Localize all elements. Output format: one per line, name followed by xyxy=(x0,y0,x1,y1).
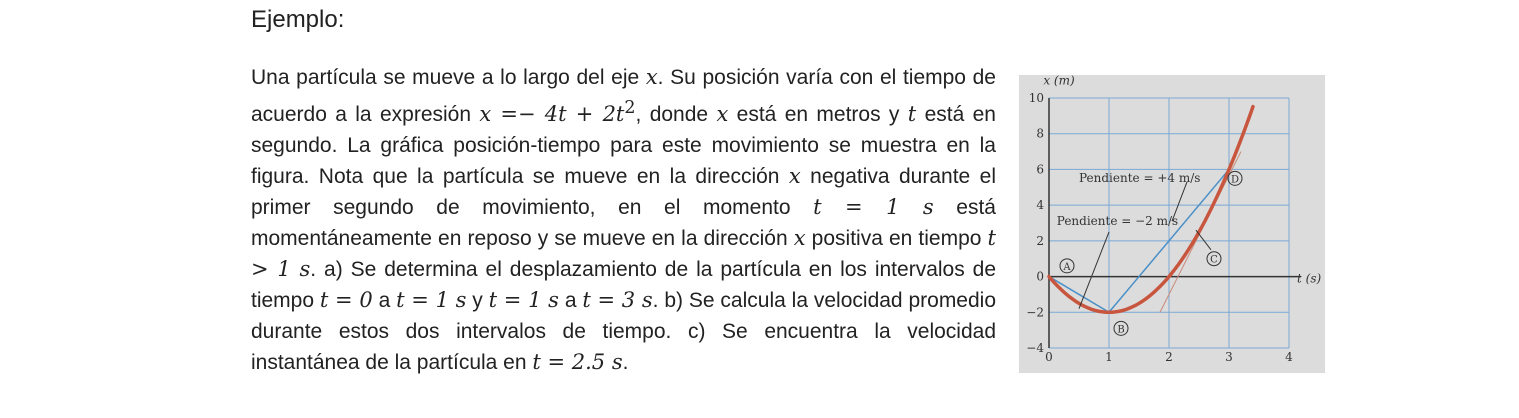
y-tick-label: −4 xyxy=(1026,341,1044,355)
x-tick-label: 4 xyxy=(1285,350,1293,364)
leader-line-c xyxy=(1196,230,1211,250)
x-tick-label: 3 xyxy=(1225,350,1233,364)
x-tick-label: 2 xyxy=(1165,350,1173,364)
section-heading: Ejemplo: xyxy=(251,6,345,33)
position-curve xyxy=(1049,107,1253,313)
x-tick-label: 0 xyxy=(1045,350,1053,364)
slope-positive-label: Pendiente = +4 m/s xyxy=(1079,170,1201,185)
point-d-marker xyxy=(1228,171,1242,185)
y-tick-label: 4 xyxy=(1036,198,1044,213)
y-axis-label: x (m) xyxy=(1043,75,1075,88)
position-expression: x =− 4t + 2t xyxy=(479,102,625,126)
point-b-marker xyxy=(1114,321,1128,335)
x-tick-label: 1 xyxy=(1105,350,1113,364)
problem-paragraph: Una partícula se mueve a lo largo del eje x. Su posición varía con el tiempo de acuerdo a la expresión $x =- 4t + 2t^2$, donde x está en metros y t está en segundo. La gráfica posición-tiempo para este movimiento se muestra en la figura. Nota que la partícula se mueve en la dirección x negativa durante el primer segundo de movimiento, en el momento t = 1 s está momentáneamente en reposo y se mueve en la dirección x positiva en tiempo t > 1 s. a) Se determina el desplazamiento de la partícula en los intervalos de tiempo t = 0 a t = 1 s y t = 1 s a t = 3 s. b) Se calcula la velocidad promedio durante estos dos intervalos de tiempo. c) Se encuentra la velocidad instantánea de la partícula en t = 2.5 s. xyxy=(251,65,997,374)
y-tick-label: −2 xyxy=(1026,305,1044,320)
leader-line-negative xyxy=(1079,232,1109,309)
x-axis-label: t (s) xyxy=(1297,271,1322,286)
marker-label: B xyxy=(1117,324,1125,336)
y-tick-label: 0 xyxy=(1036,269,1044,284)
y-tick-label: 6 xyxy=(1036,162,1044,177)
chart-labels xyxy=(1057,171,1242,335)
y-tick-label: 8 xyxy=(1036,126,1044,141)
point-a-marker xyxy=(1060,259,1074,273)
point-c-marker xyxy=(1207,252,1221,266)
y-tick-label: 2 xyxy=(1036,233,1044,248)
secant-line-negative xyxy=(1049,277,1109,313)
marker-label: D xyxy=(1230,174,1240,186)
chart-curve xyxy=(1049,107,1253,313)
marker-label: A xyxy=(1063,261,1071,273)
position-time-figure xyxy=(1019,75,1325,373)
y-tick-label: 10 xyxy=(1028,91,1044,105)
marker-label: C xyxy=(1210,254,1218,266)
slope-negative-label: Pendiente = −2 m/s xyxy=(1056,213,1179,228)
position-time-chart xyxy=(1019,75,1325,373)
